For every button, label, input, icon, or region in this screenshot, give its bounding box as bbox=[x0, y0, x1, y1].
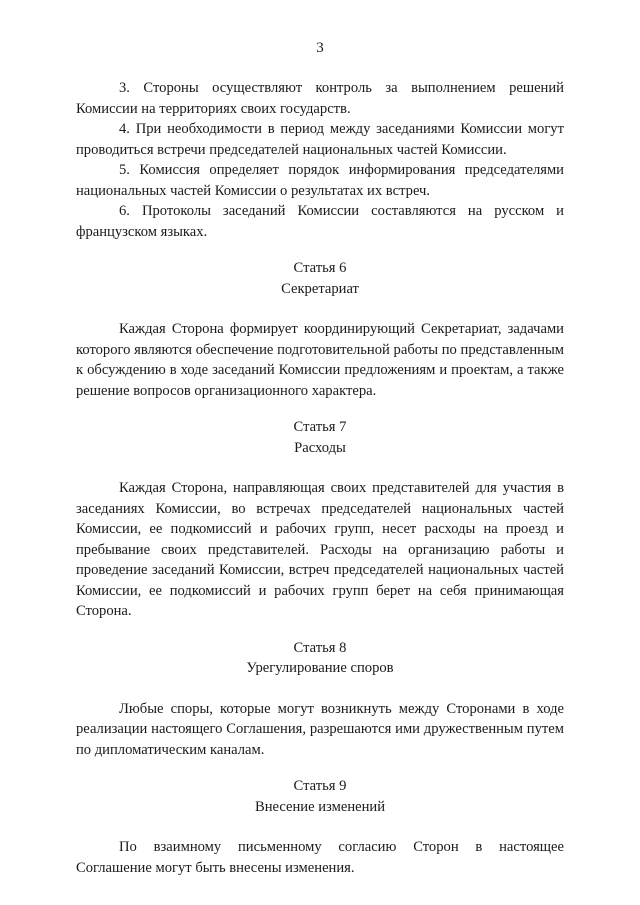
article-number: Статья 9 bbox=[293, 778, 347, 794]
article-number: Статья 8 bbox=[293, 639, 347, 656]
article-9-heading bbox=[76, 776, 564, 817]
article-title: Расходы bbox=[294, 439, 346, 456]
article-9-text: По взаимному письменному согласию Сторон в настоящее Соглашение могут быть внесены изменения. bbox=[76, 839, 564, 876]
article-6-text: Каждая Сторона формирует координирующий Секретариат, задачами которого являются обеспечение подготовительной работы по представленным к обсуждению в ходе заседаний Комиссии предложениям и проектам, а также решение вопросов организационного характера. bbox=[76, 321, 564, 399]
article-number: Статья 7 bbox=[293, 419, 347, 435]
paragraph-6: 6. Протоколы заседаний Комиссии составляются на русском и французском языках. bbox=[76, 203, 564, 240]
document-body bbox=[76, 78, 564, 878]
article-7-text: Каждая Сторона, направляющая своих представителей для участия в заседаниях Комиссии, во встречах председателей национальных частей Комиссии, ее подкомиссий и рабочих групп, несет расходы на проезд и пребывание своих представителей. Расходы на организацию работы и проведение заседаний Комиссии, встреч председателей национальных частей Комиссии, ее подкомиссий и рабочих групп берет на себя принимающая Сторона. bbox=[76, 480, 564, 619]
paragraph-4: 4. При необходимости в период между заседаниями Комиссии могут проводиться встречи председателей национальных частей Комиссии. bbox=[76, 121, 564, 158]
article-7-heading bbox=[76, 417, 564, 458]
article-8-text: Любые споры, которые могут возникнуть между Сторонами в ходе реализации настоящего Соглашения, разрешаются ими дружественным путем по дипломатическим каналам. bbox=[76, 700, 564, 758]
article-title: Урегулирование споров bbox=[246, 660, 394, 676]
paragraph-5: 5. Комиссия определяет порядок информирования председателями национальных частей Комиссии о результатах их встреч. bbox=[76, 162, 564, 199]
paragraph-3: 3. Стороны осуществляют контроль за выполнением решений Комиссии на территориях своих государств. bbox=[76, 80, 564, 117]
page-number: 3 bbox=[316, 40, 324, 56]
article-number: Статья 6 bbox=[293, 260, 347, 276]
article-8-heading bbox=[76, 638, 564, 679]
article-title: Внесение изменений bbox=[254, 798, 386, 815]
article-title: Секретариат bbox=[281, 280, 359, 297]
article-6-heading bbox=[76, 258, 564, 299]
